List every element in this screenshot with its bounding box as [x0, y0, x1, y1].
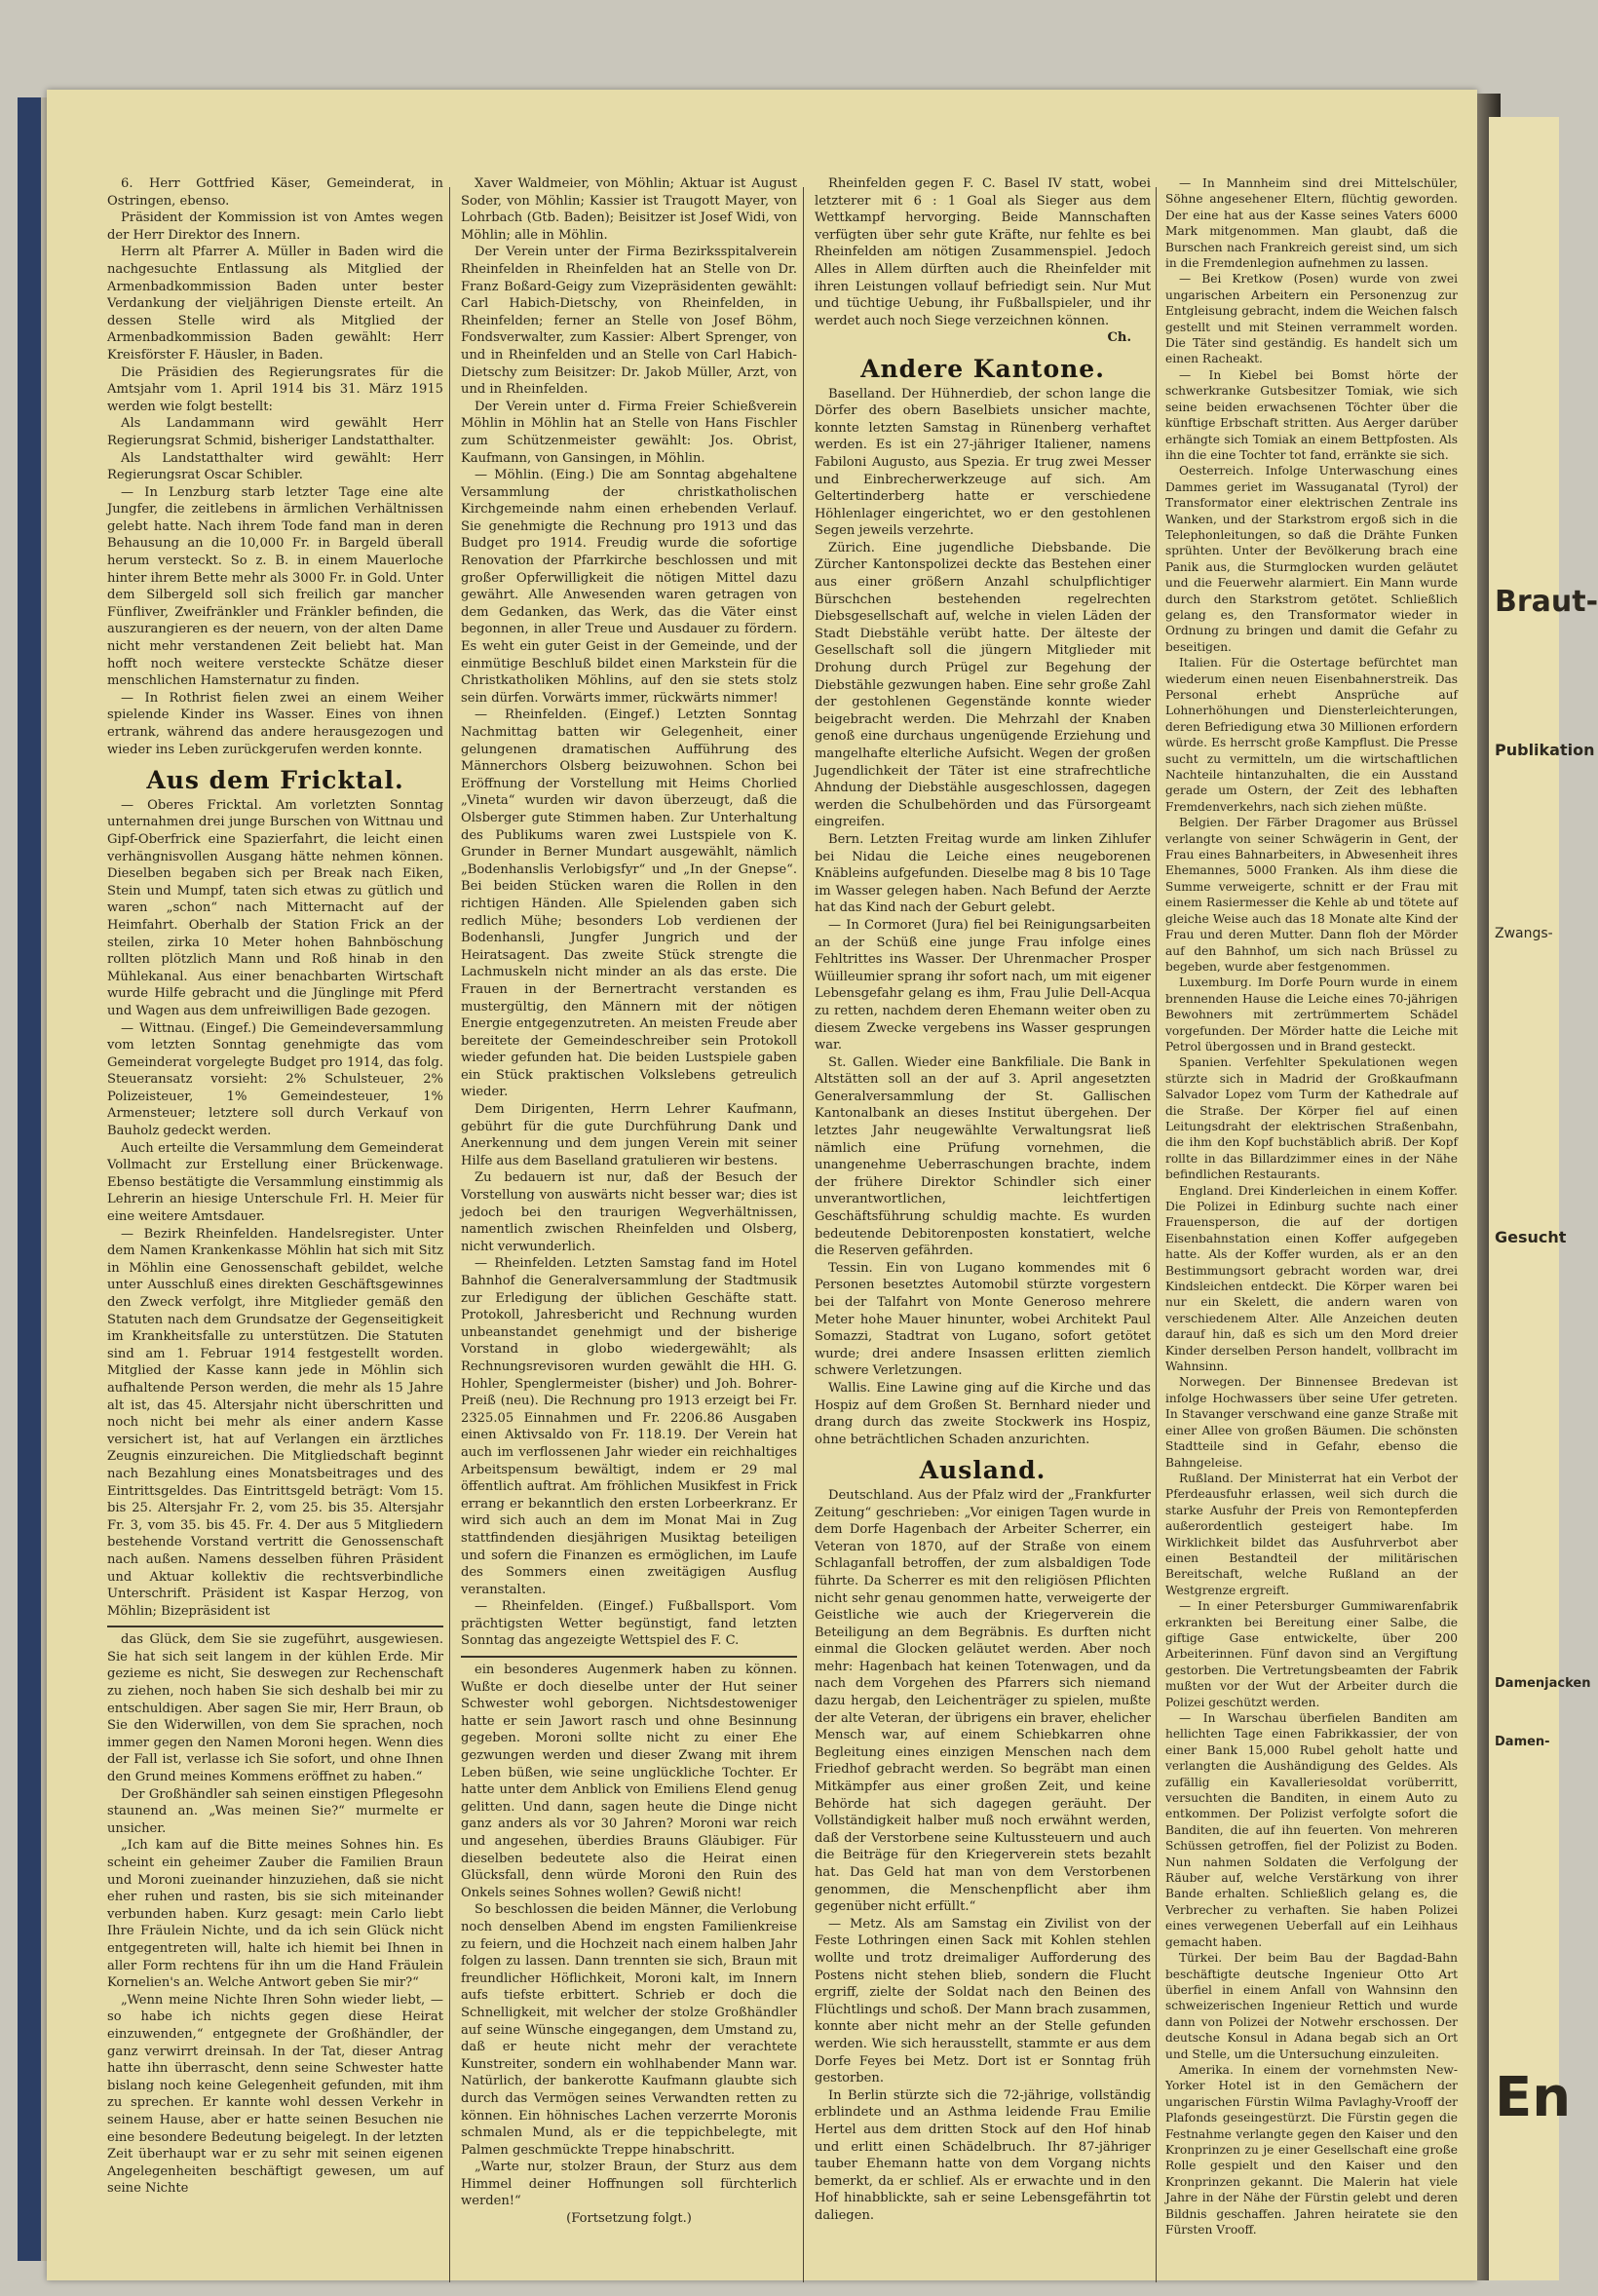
col3-kantone-articles	[815, 386, 1151, 1449]
article-paragraph: ein besonderes Augenmerk haben zu können. Wußte er doch dieselbe unter der Hut seiner Schwester wohl geborgen. Nichtsdestoweniger hatte er sein Jawort rasch und ohne Besinnung gegeben. Moroni sollte nicht zu einer Ehe gezwungen werden und dieser Zwang mit ihrem Leben büßen, wie seine unglückliche Tochter. Er hatte unter dem Anblick von Emiliens Elend genug gelitten. Und dann, sagen heute die Dinge nicht ganz anders als vor 30 Jahren? Moroni war reich und angesehen, überdies Brauns Gläubiger. Für dieselben bedeutete also die Heirat einen Glücksfall, denn würde Moroni den Ruin des Onkels seines Sohnes wollen? Gewiß nicht!	[461, 1663, 797, 1900]
section-heading-fricktal: Aus dem Fricktal.	[146, 766, 404, 795]
article-paragraph: Oesterreich. Infolge Unterwaschung eines Dammes geriet im Wassuganatal (Tyrol) der Transformator einer elektrischen Zentrale ins Wanken, und der Starkstrom ergoß sich in die Telephonleitungen, so daß die Drähte Funken sprühten. Unter der Bevölkerung brach eine Panik aus, die Sturmglocken wurden geläutet und die Feuerwehr alarmiert. Ein Mann wurde durch den Starkstrom getötet. Schließlich gelang es, den Transformator wieder in Ordnung zu bringen und damit die Gefahr zu beseitigen.	[1165, 464, 1458, 654]
article-paragraph: Rheinfelden gegen F. C. Basel IV statt, wobei letzterer mit 6 : 1 Goal als Sieger aus dem Wettkampf hervorging. Beide Mannschaften verfügten über sehr gute Kräfte, nur fehlte es bei Rheinfelden am nötigen Zusammenspiel. Jedoch Alles in Allem dürften auch die Rheinfelder mit ihren Leistungen vollauf befriedigt sein. Nur Mut und tüchtige Uebung, ihr Fußballspieler, und ihr werdet auch noch Siege verzeichnen können.	[815, 176, 1151, 328]
article-paragraph: St. Gallen. Wieder eine Bankfiliale. Die Bank in Altstätten soll an der auf 3. April angesetzten Generalversammlung der St. Gallischen Kantonalbank an dieses Institut übergehen. Der letztes Jahr neugewählte Verwaltungsrat ließ nämlich eine Prüfung vornehmen, die unangenehme Ueberraschungen brachte, indem der frühere Direktor Schindler sich einer unverantwortlichen, leichtfertigen Geschäftsführung schuldig machte. Es wurden bedeutende Debitorenposten konstatiert, welche die Reserven gefährden.	[815, 1054, 1151, 1259]
col3-top-articles	[815, 175, 1151, 329]
article-paragraph: Baselland. Der Hühnerdieb, der schon lange die Dörfer des obern Baselbiets unsicher machte, konnte letzten Samstag in Rünenberg verhaftet werden. Es ist ein 27-jähriger Italiener, namens Fabiloni Augusto, aus Spezia. Er trug zwei Messer und Einbrecherwerkzeuge auf sich. Am Geltertinderberg hatte er verschiedene Höhlenlager eingerichtet, wo er den gestohlenen Segen jeweils verzehrte.	[815, 386, 1151, 539]
column-divider	[803, 187, 804, 2282]
article-paragraph: — In Lenzburg starb letzter Tage eine alte Jungfer, die zeitlebens in ärmlichen Verhältnissen gelebt hatte. Nach ihrem Tode fand man in deren Behausung an die 10,000 Fr. in Bargeld überall herum versteckt. So z. B. in einem Mauerloche hinter ihrem Bette mehr als 3000 Fr. in Gold. Unter dem Silbergeld soll sich freilich gar mancher Fünfliver, Zweifränkler und Fränkler befinden, die auszurangieren es der neuern, von der alten Dame nicht mehr verstandenen Zeit beliebt hat. Man hofft noch weitere versteckte Schätze dieser menschlichen Hamsternatur zu finden.	[107, 484, 443, 689]
article-paragraph: Als Landammann wird gewählt Herr Regierungsrat Schmid, bisheriger Landstatthalter.	[107, 416, 443, 448]
article-paragraph: — In Kiebel bei Bomst hörte der schwerkranke Gutsbesitzer Tomiak, wie sich seine beiden erwachsenen Töchter über die künftige Erbschaft stritten. Aus Aerger darüber erhängte sich Tomiak an einem Bettpfosten. Als ihn die eine Tochter tot fand, erränkte sie sich.	[1165, 367, 1458, 462]
article-author: Ch.	[1107, 330, 1131, 346]
article-paragraph: „Warte nur, stolzer Braun, der Sturz aus dem Himmel deiner Hoffnungen soll fürchterlich werden!“	[461, 2160, 797, 2209]
article-paragraph: England. Drei Kinderleichen in einem Koffer. Die Polizei in Edinburg suchte nach einer Frauensperson, die auf der dortigen Eisenbahnstation einen Koffer aufgegeben hatte. Als der Koffer wurden, als er an den Bestimmungsort gebracht worden war, drei Kindsleichen entdeckt. Die Körper waren bei nur ein Skelett, die andern waren von verschiedenem Alter. Alle Anzeichen deuten darauf hin, daß es sich um den Mord dreier Kinder derselben Person handelt, vollbracht im Wahnsinn.	[1165, 1183, 1458, 1374]
col2-feuilleton	[461, 1662, 797, 2228]
article-paragraph: Spanien. Verfehlter Spekulationen wegen stürzte sich in Madrid der Großkaufmann Salvador Lopez vom Turm der Kathedrale auf die Straße. Der Körper fiel auf einen Leitungsdraht der elektrischen Straßenbahn, die ihm den Kopf buchstäblich abriß. Der Kopf rollte in das Billardzimmer eines in der Nähe befindlichen Restaurants.	[1165, 1055, 1458, 1182]
col1-feuilleton	[107, 1631, 443, 2198]
next-page-fragment: Gesucht	[1495, 1228, 1567, 1246]
feuilleton-rule	[107, 1626, 443, 1627]
next-page-fragment: Damenjacken	[1495, 1676, 1591, 1691]
article-paragraph: Türkei. Der beim Bau der Bagdad-Bahn beschäftigte deutsche Ingenieur Otto Art überfiel in einem Anfall von Wahnsinn den schweizerischen Ingenieur Rettich und wurde dann von Polizei der Notwehr erschossen. Der deutsche Konsul in Adana begab sich an Ort und Stelle, um die Untersuchung einzuleiten.	[1165, 1951, 1458, 2061]
article-paragraph: — Möhlin. (Eing.) Die am Sonntag abgehaltene Versammlung der christkatholischen Kirchgemeinde nahm einen erhebenden Verlauf. Sie genehmigte die Rechnung pro 1913 und das Budget pro 1914. Freudig wurde die sofortige Renovation der Pfarrkirche beschlossen und mit großer Opferwilligkeit die nötigen Mittel dazu gewährt. Alle Anwesenden waren getragen von dem Gedanken, das Werk, das die Väter einst begonnen, in aller Treue und Ausdauer zu fördern. Es weht ein guter Geist in der Gemeinde, und der einmütige Beschluß bildet einen Markstein für die Christkatholiken Möhlins, auf den sie stets stolz sein dürfen. Vorwärts immer, rückwärts nimmer!	[461, 468, 797, 706]
article-paragraph: (Fortsetzung folgt.)	[566, 2211, 692, 2227]
feuilleton-rule-2	[461, 1656, 797, 1658]
article-paragraph: Als Landstatthalter wird gewählt: Herr Regierungsrat Oscar Schibler.	[107, 450, 443, 483]
article-paragraph: Präsident der Kommission ist von Amtes wegen der Herr Direktor des Innern.	[107, 210, 443, 243]
article-paragraph: das Glück, dem Sie sie zugeführt, ausgewiesen. Sie hat sich seit langem in der kühlen Erde. Mir gezieme es nicht, Sie deswegen zur Rechenschaft zu ziehen, noch haben Sie sich deshalb bei mir zu entschuldigen. Aber sagen Sie mir, Herr Braun, ob Sie den Widerwillen, von dem Sie sprachen, noch immer gegen den Namen Moroni hegen. Wenn dies der Fall ist, verlasse ich Sie sofort, und ohne Ihnen den Grund meines Kommens eröffnet zu haben.“	[107, 1632, 443, 1785]
column-2	[461, 175, 797, 2228]
article-paragraph: Luxemburg. Im Dorfe Pourn wurde in einem brennenden Hause die Leiche eines 70-jährigen Bewohners mit zertrümmertem Schädel vorgefunden. Der Mörder hatte die Leiche mit Petrol übergossen und in Brand gesteckt.	[1165, 976, 1458, 1053]
column-1	[107, 175, 443, 2198]
article-paragraph: Die Präsidien des Regierungsrates für die Amtsjahr vom 1. April 1914 bis 31. März 1915 werden wie folgt bestellt:	[107, 364, 443, 414]
article-paragraph: — Rheinfelden. (Eingef.) Letzten Sonntag Nachmittag batten wir Gelegenheit, einer gelungenen dramatischen Aufführung des Männerchors Olsberg beizuwohnen. Schon bei Eröffnung der Vorstellung mit Heims Chorlied „Vineta“ wurden wir davon überzeugt, daß die Olsberger gute Stimmen haben. Zur Unterhaltung des Publikums waren zwei Lustspiele von K. Grunder in Berner Mundart ausgewählt, nämlich „Bodenhanslis Verlobigsfyr“ und „In der Gnepse“. Bei beiden Stücken waren die Rollen in den richtigen Händen. Alle Spielenden gaben sich redlich Mühe; besonders Lob verdienen der Bodenhansli, Jungfer Jungrich und der Heiratsagent. Das zweite Stück strengte die Lachmuskeln nicht minder an als das erste. Die Frauen in der Bernertracht verstanden es mustergültig, den Männern mit der nötigen Energie entgegenzutreten. An meisten Freude aber bereitete der Gemeindeschreiber sein Protokoll wieder gefunden hat. Die beiden Lustspiele gaben ein Stück praktischen Volkslebens getreulich wieder.	[461, 708, 797, 1100]
next-page-fragment: Publikation	[1495, 741, 1595, 759]
article-paragraph: Tessin. Ein von Lugano kommendes mit 6 Personen besetztes Automobil stürzte vorgestern bei der Talfahrt von Monte Generoso mehrere Meter hohe Mauer hinunter, wobei Architekt Paul Somazzi, Stadtrat von Lugano, sofort getötet wurde; drei andere Insassen erlitten ziemlich schwere Verletzungen.	[815, 1260, 1151, 1379]
article-paragraph: Auch erteilte die Versammlung dem Gemeinderat Vollmacht zur Erstellung einer Brückenwage. Ebenso bestätigte die Versammlung einstimmig als Lehrerin an hiesige Unterschule Frl. H. Meier für eine weitere Amtsdauer.	[107, 1140, 443, 1225]
article-paragraph: — Rheinfelden. Letzten Samstag fand im Hotel Bahnhof die Generalversammlung der Stadtmusik zur Erledigung der üblichen Geschäfte statt. Protokoll, Jahresbericht und Rechnung wurden unbeanstandet genehmigt und der bisherige Vorstand in globo wiedergewählt; als Rechnungsrevisoren wurden gewählt die HH. G. Hohler, Spenglermeister (bisher) und Joh. Bohrer-Preiß (neu). Die Rechnung pro 1913 erzeigt bei Fr. 2325.05 Einnahmen und Fr. 2206.86 Ausgaben einen Aktivsaldo von Fr. 118.19. Der Verein hat auch im verflossenen Jahr wieder ein reichhaltiges Arbeitspensum bewältigt, indem er 29 mal öffentlich auftrat. Am fröhlichen Musikfest in Frick errang er bekanntlich den ersten Lorbeerkranz. Er wird sich auch an dem im Monat Mai in Zug stattfindenden diesjährigen Musiktag beteiligen und sofern die Finanzen es ermöglichen, im Laufe des Sommers einen zweitägigen Ausflug veranstalten.	[461, 1256, 797, 1597]
article-paragraph: — In Rothrist fielen zwei an einem Weiher spielende Kinder ins Wasser. Eines von ihnen ertrank, während das andere herausgezogen und wieder ins Leben zurückgerufen werden konnte.	[107, 690, 443, 757]
article-paragraph: — In Cormoret (Jura) fiel bei Reinigungsarbeiten an der Schüß eine junge Frau infolge eines Fehltrittes ins Wasser. Der Uhrenmacher Prosper Wüilleumier sprang ihr sofort nach, um mit eigener Lebensgefahr gelang es ihm, Frau Julie Dell-Acqua zu retten, nachdem deren Ehemann weiter oben zu diesem Zwecke vergebens ins Wasser gesprungen war.	[815, 917, 1151, 1053]
article-paragraph: In Berlin stürzte sich die 72-jährige, vollständig erblindete und an Asthma leidende Frau Emilie Hertel aus dem dritten Stock auf den Hof hinab und erlitt einen Schädelbruch. Ihr 87-jähriger tauber Ehemann hatte von dem Vorgang nichts bemerkt, da er schlief. Als er erwachte und in den Hof hinabblickte, sah er seine Lebensgefährtin tot daliegen.	[815, 2087, 1151, 2223]
article-paragraph: Bern. Letzten Freitag wurde am linken Zihlufer bei Nidau die Leiche eines neugeborenen Knäbleins aufgefunden. Dieselbe mag 8 bis 10 Tage im Wasser gelegen haben. Nach Befund der Aerzte hat das Kind nach der Geburt gelebt.	[815, 831, 1151, 916]
section-heading-ausland: Ausland.	[919, 1456, 1046, 1485]
col1-top-articles	[107, 175, 443, 758]
article-paragraph: Herrn alt Pfarrer A. Müller in Baden wird die nachgesuchte Entlassung als Mitglied der Armenbadkommission Baden unter bester Verdankung der vieljährigen Dienste erteilt. An dessen Stelle wird als Mitglied der Armenbadkommission Baden gewählt: Herr Kreisförster F. Häusler, in Baden.	[107, 245, 443, 363]
next-page-fragment: En	[1495, 2066, 1572, 2129]
article-paragraph: Rußland. Der Ministerrat hat ein Verbot der Pferdeausfuhr erlassen, weil sich durch die starke Ausfuhr der Preis von Remontepferden außerordentlich gesteigert habe. Im Wirklichkeit bildet das Ausfuhrverbot aber einen Bestandteil der militärischen Bereitschaft, welche Rußland an der Westgrenze ergreift.	[1165, 1471, 1458, 1597]
article-paragraph: — Metz. Als am Samstag ein Zivilist von der Feste Lothringen einen Sack mit Kohlen stehlen wollte und trotz dreimaliger Aufforderung des Postens nicht stehen blieb, sondern die Flucht ergriff, zielte der Soldat nach den Beinen des Flüchtlings und schoß. Der Mann brach zusammen, konnte aber nicht mehr an der Stelle gefunden werden. Wie sich herausstellt, stammte er aus dem Dorfe Feyes bei Metz. Dort ist er Sonntag früh gestorben.	[815, 1916, 1151, 2086]
col2-top-articles	[461, 175, 797, 1650]
article-paragraph: „Ich kam auf die Bitte meines Sohnes hin. Es scheint ein geheimer Zauber die Familien Braun und Moroni zueinander hinzuziehen, daß sie nicht eher ruhen und rasten, bis sie sich miteinander verbunden haben. Kurz gesagt: mein Carlo liebt Ihre Fräulein Nichte, und da ich sein Glück nicht entgegentreten will, halte ich hiemit bei Ihnen in aller Form rechtens für ihn um die Hand Fräulein Kornelien's an. Welche Antwort geben Sie mir?“	[107, 1838, 443, 1991]
next-page-fragment: Braut-	[1495, 585, 1598, 619]
article-paragraph: — In Warschau überfielen Banditen am hellichten Tage einen Fabrikkassier, der von einer Bank 15,000 Rubel geholt hatte und verlangten die Aushändigung des Geldes. Als zufällig ein Kavalleriesoldat vorüberritt, versuchten die Banditen, in einem Auto zu entkommen. Der Polizist verfolgte sofort die Banditen, die auf ihn feuerten. Von mehreren Schüssen getroffen, fiel der Polizist zu Boden. Nun nahmen Soldaten die Verfolgung der Räuber auf, welche Verstärkung von ihrer Bande erhalten. Schließlich gelang es, die Verbrecher zu verhaften. Sie haben Polizei eines verwegenen Ueberfall auf ein Leihhaus gemacht haben.	[1165, 1711, 1458, 1949]
article-paragraph: Der Verein unter d. Firma Freier Schießverein Möhlin in Möhlin hat an Stelle von Hans Fischler zum Schützenmeister gewählt: Jos. Obrist, Kaufmann, von Gansingen, in Möhlin.	[461, 399, 797, 466]
article-paragraph: Belgien. Der Färber Dragomer aus Brüssel verlangte von seiner Schwägerin in Gent, der Frau eines Bahnarbeiters, in Abwesenheit ihres Ehemannes, 5000 Franken. Als ihm diese die Summe verweigerte, schnitt er der Frau mit einem Rasiermesser die Kehle ab und tötete auf gleiche Weise auch das 18 Monate alte Kind der Frau und deren Mutter. Dann floh der Mörder auf den Bahnhof, um sich nach Brüssel zu begeben, wurde aber festgenommen.	[1165, 816, 1458, 974]
next-page-edge	[1489, 117, 1598, 2280]
article-paragraph: „Wenn meine Nichte Ihren Sohn wieder liebt, — so habe ich nichts gegen diese Heirat einzuwenden,“ entgegnete der Großhändler, der ganz verwirrt dreinsah. In der Tat, dieser Antrag hatte ihn überrascht, denn seine Schwester hatte bislang noch keine Gelegenheit gefunden, mit ihm zu sprechen. Er kannte wohl dessen Verkehr in seinem Hause, aber er hatte seinen Besuchen nie eine besondere Bedeutung beigelegt. In der letzten Zeit überhaupt war er zu sehr mit seinen eigenen Angelegenheiten beschäftigt gewesen, um auf seine Nichte	[107, 1992, 443, 2197]
article-paragraph: Xaver Waldmeier, von Möhlin; Aktuar ist August Soder, von Möhlin; Kassier ist Traugott Mayer, von Lohrbach (Gtb. Baden); Beisitzer ist Josef Widi, von Möhlin; alle in Möhlin.	[461, 176, 797, 243]
next-page-fragment: Damen-	[1495, 1735, 1550, 1749]
article-paragraph: Amerika. In einem der vornehmsten New-Yorker Hotel ist in den Gemächern der ungarischen Fürstin Wilma Pavlaghy-Vrooff der Plafonds geseingestürzt. Die Fürstin gegen die Festnahme verlangte gegen den Kaiser und den Kronprinzen zu je einer Gesellschaft eine große Rolle gespielt und den Kaiser und den Kronprinzen gekannt. Die Malerin hat viele Jahre in der Nähe der Fürstin gelebt und deren Bildnis geschaffen. Jahren heiratete sie den Fürsten Vrooff.	[1165, 2062, 1458, 2237]
article-paragraph: Dem Dirigenten, Herrn Lehrer Kaufmann, gebührt für die gute Durchführung Dank und Anerkennung und dem jungen Verein mit seiner Hilfe aus dem Baselland gratulieren wir bestens.	[461, 1102, 797, 1168]
newspaper-page	[47, 90, 1477, 2280]
article-paragraph: Der Großhändler sah seinen einstigen Pflegesohn staunend an. „Was meinen Sie?“ murmelte er unsicher.	[107, 1786, 443, 1836]
article-paragraph: — Bezirk Rheinfelden. Handelsregister. Unter dem Namen Krankenkasse Möhlin hat sich mit Sitz in Möhlin eine Genossenschaft gebildet, welche unter Ausschluß eines direkten Geschäftsgewinnes den Zweck verfolgt, ihre Mitglieder gemäß den Statuten nach dem Grundsatze der Gegenseitigkeit im Krankheitsfalle zu unterstützen. Die Statuten sind am 1. Februar 1914 festgestellt worden. Mitglied der Kasse kann jede in Möhlin sich aufhaltende Person werden, die mehr als 15 Jahre alt ist, das 45. Altersjahr nicht überschritten und noch nicht bei mehr als einer andern Kasse versichert ist, hat auf Verlangen ein ärztliches Zeugnis einzureichen. Die Mitgliedschaft beginnt nach Bezahlung eines Monatsbeitrages und des Eintrittsgeldes. Das Eintrittsgeld beträgt: Vom 15. bis 25. Altersjahr Fr. 2, vom 25. bis 35. Altersjahr Fr. 3, vom 35. bis 45. Fr. 4. Der aus 5 Mitgliedern bestehende Vorstand vertritt die Genossenschaft nach außen. Namens desselben führen Präsident und Aktuar kollektiv die rechtsverbindliche Unterschrift. Präsident ist Kaspar Herzog, von Möhlin; Bizepräsident ist	[107, 1226, 443, 1619]
section-heading-andere-kantone: Andere Kantone.	[860, 354, 1105, 383]
article-paragraph: Italien. Für die Ostertage befürchtet man wiederum einen neuen Eisenbahnerstreik. Das Personal erhebt Ansprüche auf Lohnerhöhungen und Diensterleichterungen, deren Befriedigung etwa 30 Millionen erfordern würde. Es herrscht große Kampflust. Die Presse sucht zu vermitteln, um die wirtschaftlichen Nachteile hintanzuhalten, die ein Ausstand gerade um Ostern, der Zeit des lebhaften Fremdenverkehrs, nach sich ziehen müßte.	[1165, 656, 1458, 814]
col3-ausland-articles	[815, 1487, 1151, 2225]
article-paragraph: Zürich. Eine jugendliche Diebsbande. Die Zürcher Kantonspolizei deckte das Bestehen einer aus einer größern Anzahl schulpflichtiger Bürschchen bestehenden regelrechten Diebsgesellschaft auf, welche in vielen Läden der Stadt Diebstähle verübt hatte. Der älteste der Gesellschaft soll die jüngern Mitglieder mit Drohung durch Prügel zur Begehung der Diebstähle gezwungen haben. Eine sehr große Zahl der gestohlenen Gegenstände konnte wieder beigebracht werden. Die Mehrzahl der Knaben genoß eine durchaus ungenügende Erziehung und mangelhafte elterliche Aufsicht. Wegen der großen Jugendlichkeit der Täter ist eine strafrechtliche Ahndung der Diebstähle ausgeschlossen, dagegen werden die Schulbehörden und das Fürsorgeamt eingreifen.	[815, 540, 1151, 830]
col4-ausland-articles	[1165, 175, 1458, 2238]
article-paragraph: — Bei Kretkow (Posen) wurde von zwei ungarischen Arbeitern ein Personenzug zur Entgleisung gebracht, indem die Weichen falsch gestellt und mit Steinen verrammelt worden. Die Täter sind geständig. Es handelt sich um einen Racheakt.	[1165, 272, 1458, 366]
column-divider	[449, 187, 450, 2282]
article-paragraph: — Wittnau. (Eingef.) Die Gemeindeversammlung vom letzten Sonntag genehmigte das vom Gemeinderat vorgelegte Budget pro 1914, das folg. Steueransatz vorsieht: 2% Schulsteuer, 2% Polizeisteuer, 1% Gemeindesteuer, 1% Armensteuer; letztere soll durch Verkauf von Bauholz gedeckt werden.	[107, 1020, 443, 1139]
column-4	[1165, 175, 1458, 2238]
article-paragraph: Deutschland. Aus der Pfalz wird der „Frankfurter Zeitung“ geschrieben: „Vor einigen Tagen wurde in dem Dorfe Hagenbach der Arbeiter Scherrer, ein Veteran von 1870, auf der Straße von einem Schlaganfall betroffen, der zum alsbaldigen Tode führte. Da Scherrer es mit den religiösen Pflichten nicht sehr genau genommen hatte, verweigerte der Geistliche wie auch der Kriegerverein die Beteiligung an dem Begräbnis. Es durften nicht einmal die Glocken geläutet werden. Aber noch mehr: Hagenbach hat keinen Totenwagen, und da nach dem Vorgehen des Pfarrers sich niemand dazu hergab, den Leichenträger zu spielen, mußte der alte Veteran, der übrigens ein braver, ehelicher Mensch war, auf einem Schiebkarren ohne Begleitung eines einzigen Menschen nach dem Friedhof gebracht werden. So begräbt man einen Mitkämpfer aus einer großen Zeit, und keine Behörde hat sich dagegen geräuht. Der Vollständigkeit halber muß noch erwähnt werden, daß der Verstorbene seine Kultussteuern und auch die Beiträge für den Kriegerverein stets bezahlt hat. Das Geld hat man von dem Verstorbenen genommen, die Menschenpflicht aber ihm gegenüber nicht erfüllt.“	[815, 1487, 1151, 1915]
column-3	[815, 175, 1151, 2224]
column-divider	[1156, 187, 1157, 2282]
col1-fricktal-articles	[107, 797, 443, 1621]
article-paragraph: — In Mannheim sind drei Mittelschüler, Söhne angesehener Eltern, flüchtig geworden. Der eine hat aus der Kasse seines Vaters 6000 Mark mitgenommen. Man glaubt, daß die Burschen nach Frankreich gereist sind, um sich in die Fremdenlegion aufnehmen zu lassen.	[1165, 176, 1458, 271]
article-paragraph: So beschlossen die beiden Männer, die Verlobung noch denselben Abend im engsten Familienkreise zu feiern, und die Hochzeit nach einem halben Jahr folgen zu lassen. Dann trennten sie sich, Braun mit freundlicher Höflichkeit, Moroni kalt, im Innern aufs tiefste erbittert. Schrieb er doch die Schnelligkeit, mit welcher der stolze Großhändler auf seine Wünsche eingegangen, dem Umstand zu, daß er heute nicht mehr der verachtete Kunstreiter, sondern ein wohlhabender Mann war. Natürlich, der bankerotte Kaufmann glaubte sich durch das Vermögen seines Verwandten retten zu können. Ein höhnisches Lachen verzerrte Moronis schmalen Mund, als er die teppichbelegte, mit Palmen geschmückte Treppe hinabschritt.	[461, 1902, 797, 2158]
article-paragraph: — In einer Petersburger Gummiwarenfabrik erkrankten bei Bereitung einer Salbe, die giftige Gase entwickelte, über 200 Arbeiterinnen. Fünf davon sind an Vergiftung gestorben. Die Vertretungsbeamten der Fabrik mußten vor der Wut der Arbeiter durch die Polizei geschützt werden.	[1165, 1599, 1458, 1709]
article-paragraph: Wallis. Eine Lawine ging auf die Kirche und das Hospiz auf dem Großen St. Bernhard nieder und drang durch das zweite Stockwerk ins Hospiz, ohne beträchtlichen Schaden anzurichten.	[815, 1380, 1151, 1447]
article-paragraph: 6. Herr Gottfried Käser, Gemeinderat, in Ostringen, ebenso.	[107, 176, 443, 209]
next-page-fragment: Zwangs-	[1495, 926, 1553, 941]
article-paragraph: Norwegen. Der Binnensee Bredevan ist infolge Hochwassers über seine Ufer getreten. In Stavanger verschwand eine ganze Straße mit einer Allee von großen Bäumen. Die schönsten Stadtteile sind in Gefahr, ebenso die Bahngeleise.	[1165, 1375, 1458, 1470]
article-paragraph: Der Verein unter der Firma Bezirksspitalverein Rheinfelden in Rheinfelden hat an Stelle von Dr. Franz Boßard-Geigy zum Vizepräsidenten gewählt: Carl Habich-Dietschy, von Rheinfelden, in Rheinfelden; ferner an Stelle von Josef Böhm, Fondsverwalter, zum Kassier: Albert Sprenger, von und in Rheinfelden und an Stelle von Carl Habich-Dietschy zum Beisitzer: Dr. Jakob Müller, Arzt, von und in Rheinfelden.	[461, 245, 797, 398]
article-paragraph: — Oberes Fricktal. Am vorletzten Sonntag unternahmen drei junge Burschen von Wittnau und Gipf-Oberfrick eine Spazierfahrt, die leicht einen verhängnisvollen Ausgang hätte nehmen können. Dieselben begaben sich per Break nach Eiken, Stein und Mumpf, taten sich etwas zu gütlich und waren „schon“ nach Mitternacht auf der Heimfahrt. Oberhalb der Station Frick an der steilen, zirka 10 Meter hohen Bahnböschung rollten plötzlich Mann und Roß hinab in den Mühlekanal. Aus einer benachbarten Wirtschaft wurde Hilfe gebracht und die Jünglinge mit Pferd und Wagen aus dem unfreiwilligen Bade gezogen.	[107, 797, 443, 1018]
article-paragraph: — Rheinfelden. (Eingef.) Fußballsport. Vom prächtigsten Wetter begünstigt, fand letzten Sonntag das angezeigte Wettspiel des F. C.	[461, 1599, 797, 1649]
article-paragraph: Zu bedauern ist nur, daß der Besuch der Vorstellung von auswärts nicht besser war; dies ist jedoch bei den traurigen Wegverhältnissen, namentlich zwischen Rheinfelden und Olsberg, nicht verwunderlich.	[461, 1170, 797, 1254]
